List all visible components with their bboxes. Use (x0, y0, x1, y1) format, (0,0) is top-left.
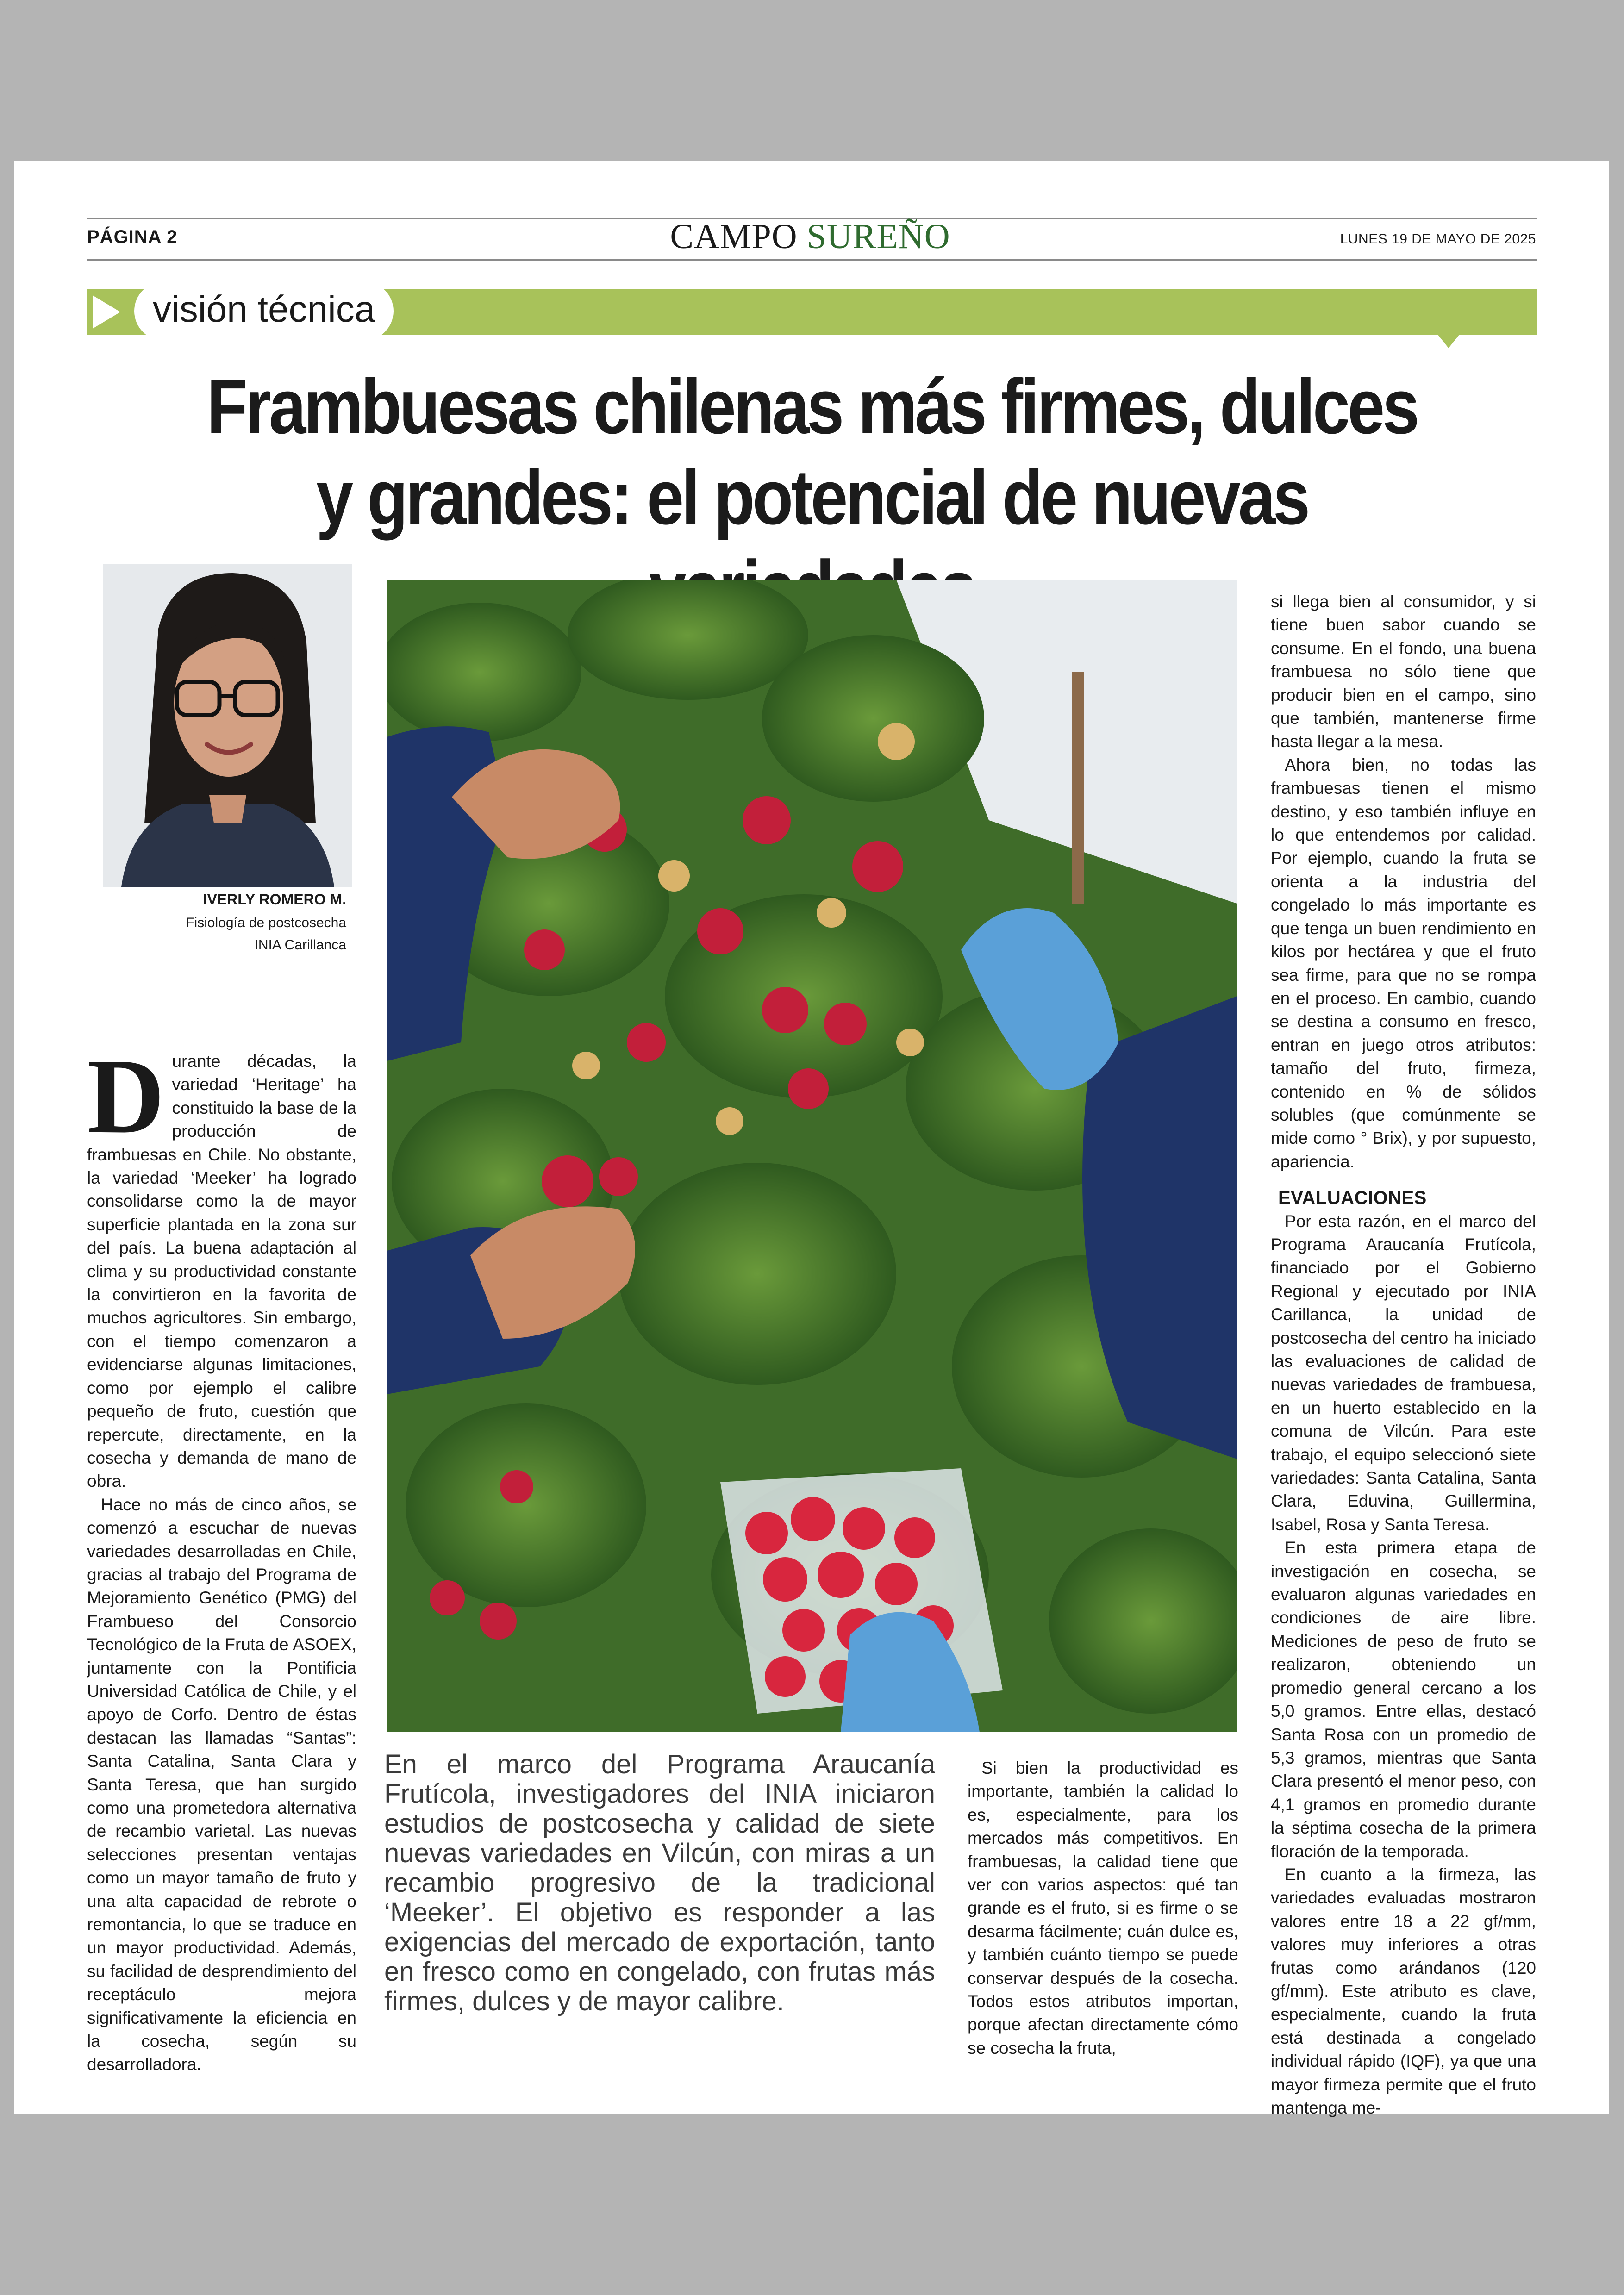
author-portrait-illustration (103, 564, 352, 887)
headline: Frambuesas chilenas más firmes, dulces y grandes: el potencial de nuevas (206, 363, 1418, 541)
page-number: PÁGINA 2 (87, 227, 178, 247)
header-bottom-rule (87, 259, 1537, 261)
masthead-word-sureno: SUREÑO (806, 217, 950, 256)
subheading-evaluaciones: EVALUACIONES (1278, 1188, 1427, 1209)
article-paragraph: si llega bien al consumidor, y si tiene buen sabor cuando se consume. En el fondo, una buena frambuesa no sólo tiene que producir bien en el campo, sino que también, mantenerse firme hasta llegar a la mesa. (1271, 592, 1536, 751)
article-paragraph: urante décadas, la variedad ‘Heritage’ ha constituido la base de la producción de frambuesas en Chile. No obstante, la variedad ‘Meeker’ ha logrado consolidarse como la de mayor superficie plantada en la zona sur del país. La buena adaptación al clima y su productividad constante la convirtieron en la favorita de muchos agricultores. Sin embargo, con el tiempo comenzaron a evidenciarse algunas limitaciones, como por ejemplo el calibre pequeño de fruto, cuestión que repercute, directamente, en la cosecha y demanda de mano de obra. (87, 1052, 356, 1491)
issue-date: LUNES 19 DE MAYO DE 2025 (1340, 231, 1536, 247)
article-column-1 (87, 1037, 356, 2077)
article-paragraph: Por esta razón, en el marco del Programa Araucanía Frutícola, financiado por el Gobierno Regional y ejecutado por INIA Carillanca, la unidad de postcosecha del centro ha iniciado las evaluaciones de calidad de nuevas variedades de frambuesa, en un huerto establecido en la comuna de Vilcún. Para este trabajo, el equipo seleccionó siete variedades: Santa Catalina, Santa Clara, Eduvina, Guillermina, Isabel, Rosa y Santa Teresa. (1271, 1211, 1536, 1534)
masthead (556, 217, 1065, 257)
author-organization: INIA Carillanca (254, 937, 346, 953)
author-name: IVERLY ROMERO M. (203, 891, 346, 908)
photo-caption: En el marco del Programa Araucanía Frutícola, investigadores del INIA iniciaron estudios de postcosecha y calidad de siete nuevas variedades en Vilcún, con miras a un recambio progresivo de la tradicional ‘Meeker’. El objetivo es responder a las exigencias del mercado de exportación, tanto en fresco como en congelado, con frutas más firmes, dulces y de mayor calibre. (384, 1749, 935, 2016)
article-paragraph: Si bien la productividad es importante, también la calidad lo es, especialmente, para los mercados más competitivos. En frambuesas, la calidad tiene que ver con varios aspectos: qué tan grande es el fruto, si es firme o se desarma fácilmente; cuán dulce es, y también cuánto tiempo se puede conservar después de la cosecha. Todos estos atributos importan, porque afectan directamente cómo se cosecha la fruta, (968, 1759, 1238, 2058)
masthead-word-campo: CAMPO (670, 217, 798, 256)
author-portrait (103, 564, 352, 887)
article-paragraph: Hace no más de cinco años, se comenzó a escuchar de nuevas variedades desarrolladas en Chile, gracias al trabajo del Programa de Mejoramiento Genético (PMG) del Frambueso del Consorcio Tecnológico de la Fruta de ASOEX, juntamente con la Pontificia Universidad Católica de Chile, y el apoyo de Corfo. Dentro de éstas destacan las llamadas “Santas”: Santa Catalina, Santa Clara y Santa Teresa, que han surgido como una prometedora alternativa de recambio varietal. Las nuevas selecciones presentan ventajas como un mayor tamaño de fruto y una alta capacidad de rebrote o remontancia, lo que se traduce en un mayor productividad. Además, su facilidad de desprendimiento del receptáculo mejora significativamente la eficiencia en la cosecha, según su desarrolladora. (87, 1495, 356, 2074)
article-paragraph: Ahora bien, no todas las frambuesas tienen el mismo destino, y eso también influye en lo que entendemos por calidad. Por ejemplo, cuando la fruta se orienta a la industria del congelado lo más importante es que tenga un buen rendimiento en kilos por hectárea y que el fruto sea firme, para que no se rompa en el proceso. En cambio, cuando se destina a consumo en fresco, entran en juego otros atributos: tamaño del fruto, firmeza, contenido en % de sólidos solubles (que comúnmente se mide como ° Brix), y por supuesto, apariencia. (1271, 755, 1536, 1171)
raspberry-harvest-illustration (387, 580, 1237, 1732)
author-role: Fisiología de postcosecha (186, 915, 346, 930)
section-bar-notch (1437, 334, 1460, 348)
article-paragraph: En esta primera etapa de investigación en cosecha, se evaluaron algunas variedades en condiciones de aire libre. Mediciones de peso de fruto se realizaron, obteniendo un promedio general cercano a los 5,0 gramos. Entre ellas, destacó Santa Rosa con un promedio de 5,3 gramos, mientras que Santa Clara presentó el menor peso, con 4,1 gramos en promedio durante la séptima cosecha de la primera floración de la temporada. (1271, 1538, 1536, 1861)
raspberry-harvest-photo (387, 580, 1237, 1732)
section-label: visión técnica (134, 281, 394, 341)
drop-cap: D (87, 1037, 165, 1156)
article-column-4 (1271, 590, 1536, 2120)
article-column-3 (968, 1757, 1238, 2060)
play-icon (93, 295, 120, 329)
article-paragraph: En cuanto a la firmeza, las variedades evaluadas mostraron valores entre 18 a 22 gf/mm, valores muy inferiores a otras frutas como arándanos (120 gf/mm). Este atributo es clave, especialmente, cuando la fruta está destinada a congelado individual rápido (IQF), ya que una mayor firmeza permite que el fruto mantenga me- (1271, 1865, 1536, 2117)
